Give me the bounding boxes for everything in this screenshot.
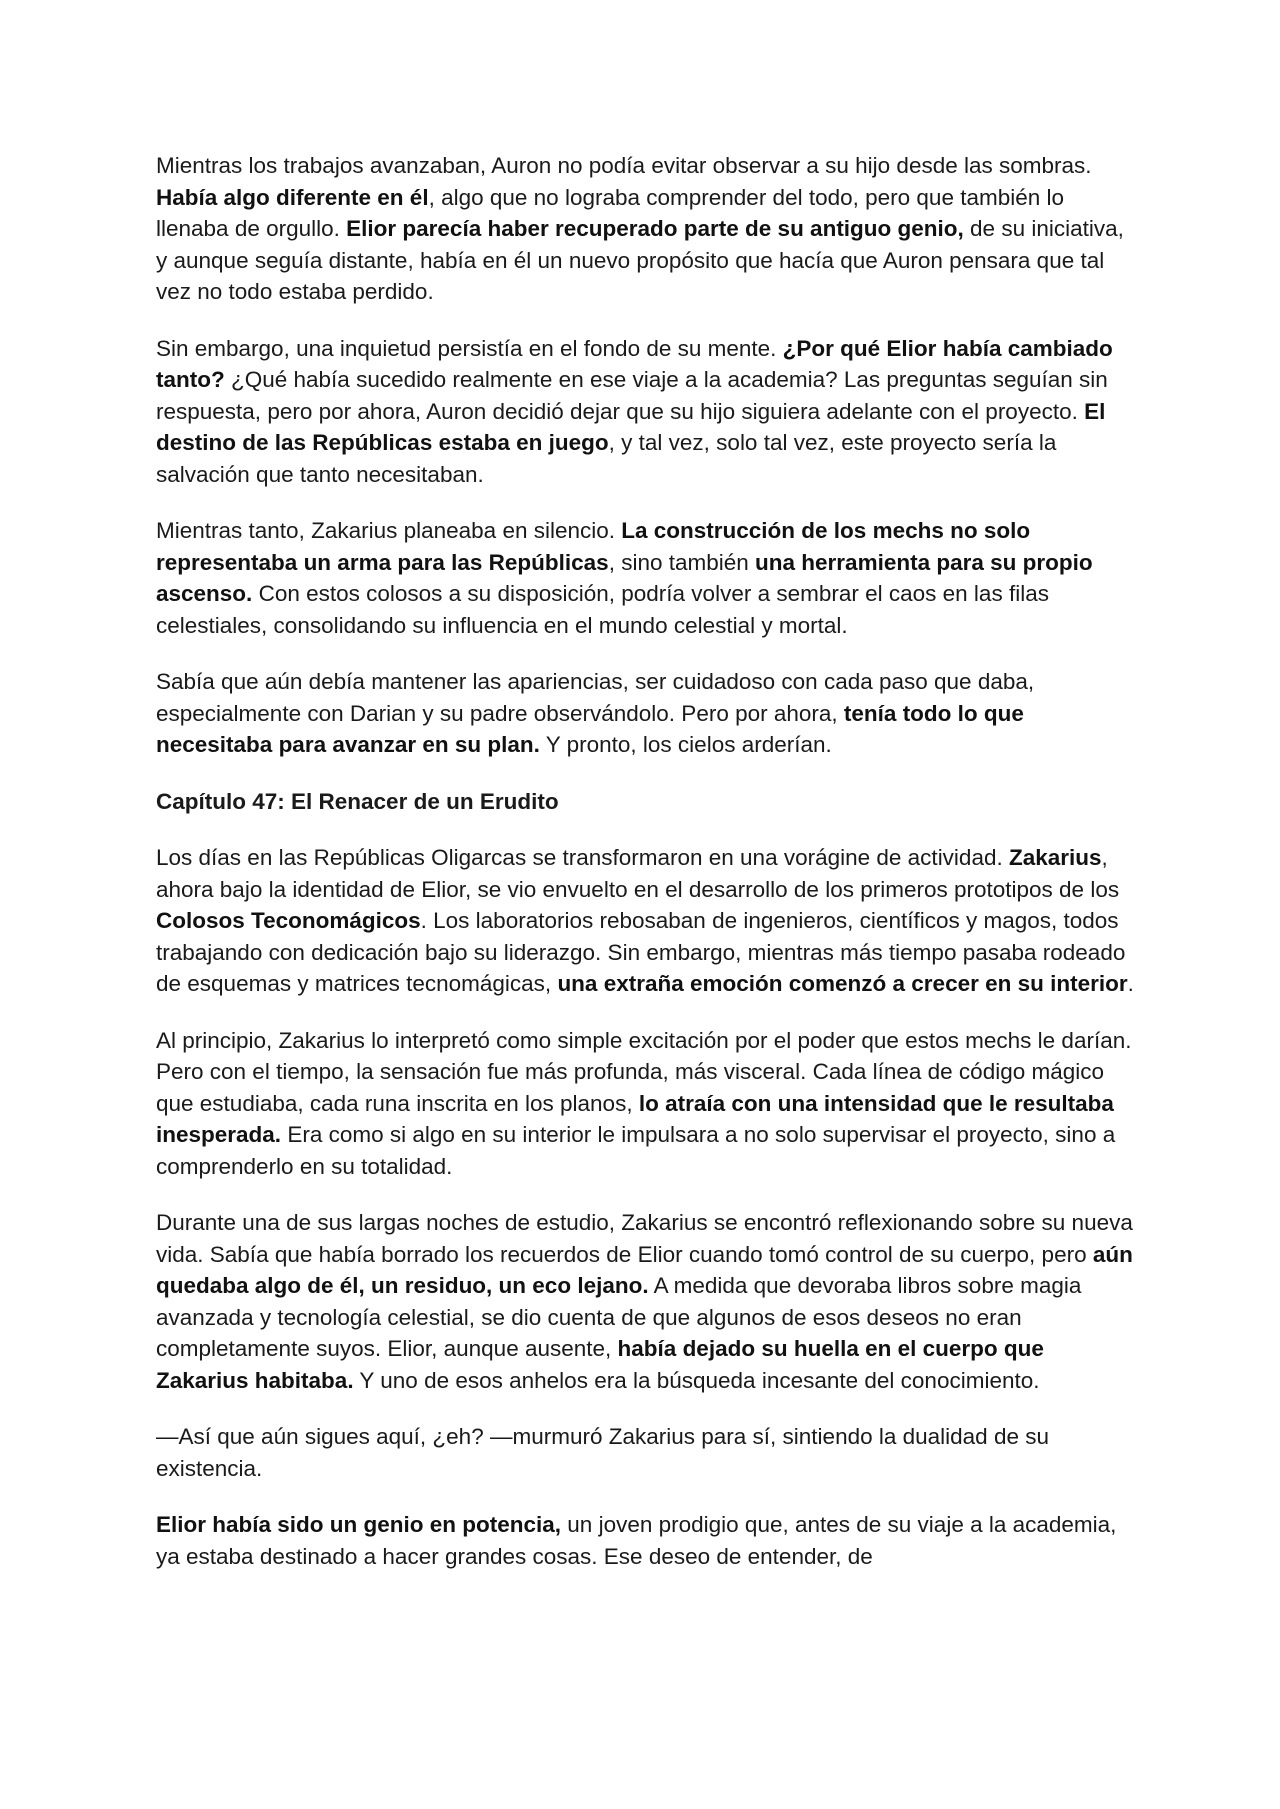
bold-text: aún quedaba algo de él, un residuo, un eco lejano. bbox=[156, 1241, 1133, 1298]
text-run: Al principio, Zakarius lo interpretó como simple excitación por el poder que estos mechs le darían. Pero con el tiempo, la sensación fue más profunda, más visceral. Cada línea de código mágico que estudiaba, cada runa inscrita en los planos, bbox=[156, 1027, 1132, 1116]
paragraph bbox=[156, 150, 1140, 308]
bold-text: El destino de las Repúblicas estaba en juego bbox=[156, 398, 1106, 455]
text-run: Durante una de sus largas noches de estudio, Zakarius se encontró reflexionando sobre su nueva vida. Sabía que había borrado los recuerdos de Elior cuando tomó control de su cuerpo, pero bbox=[156, 1210, 1133, 1267]
text-run: . bbox=[1127, 971, 1134, 996]
text-run: A medida que devoraba libros sobre magia avanzada y tecnología celestial, se dio cuenta de que algunos de esos deseos no eran completamente suyos. Elior, aunque ausente, bbox=[156, 1273, 1082, 1361]
text-run: Los días en las Repúblicas Oligarcas se transformaron en una vorágine de actividad. bbox=[156, 845, 1009, 870]
chapter-heading: Capítulo 47: El Renacer de un Erudito bbox=[156, 788, 559, 814]
text-run: Sin embargo, una inquietud persistía en el fondo de su mente. bbox=[156, 335, 783, 361]
paragraph bbox=[156, 515, 1140, 641]
text-run: Sabía que aún debía mantener las apariencias, ser cuidadoso con cada paso que daba, especialmente con Darian y su padre observándolo. Pero por ahora, bbox=[156, 669, 1035, 726]
paragraphs-before-chapter bbox=[156, 150, 1140, 761]
text-run: Mientras los trabajos avanzaban, Auron no podía evitar observar a su hijo desde las sombras. bbox=[156, 153, 1092, 178]
text-run: —Así que aún sigues aquí, ¿eh? —murmuró Zakarius para sí, sintiendo la dualidad de su existencia. bbox=[156, 1424, 1049, 1481]
text-run: , sino también bbox=[608, 549, 756, 575]
paragraph bbox=[156, 666, 1140, 761]
text-run: Era como si algo en su interior le impulsara a no solo supervisar el proyecto, sino a comprenderlo en su totalidad. bbox=[156, 1122, 1116, 1179]
paragraph bbox=[156, 333, 1140, 491]
text-run: Y pronto, los cielos arderían. bbox=[539, 732, 832, 757]
bold-text: ¿Por qué Elior había cambiado tanto? bbox=[156, 335, 1113, 392]
bold-text: Había algo diferente en él bbox=[156, 184, 429, 210]
paragraphs-after-chapter bbox=[156, 842, 1140, 1572]
text-run: Con estos colosos a su disposición, podría volver a sembrar el caos en las filas celestiales, consolidando su influencia en el mundo celestial y mortal. bbox=[156, 581, 1049, 638]
text-run: , ahora bajo la identidad de Elior, se vio envuelto en el desarrollo de los primeros prototipos de los bbox=[156, 845, 1120, 902]
bold-text: Zakarius bbox=[1008, 845, 1102, 870]
document-page bbox=[156, 150, 1140, 1597]
paragraph bbox=[156, 842, 1140, 1000]
bold-text: lo atraía con una intensidad que le resultaba inesperada. bbox=[156, 1090, 1114, 1147]
bold-text: Colosos Teconomágicos bbox=[156, 908, 421, 933]
text-run: . Los laboratorios rebosaban de ingenieros, científicos y magos, todos trabajando con dedicación bajo su liderazgo. Sin embargo, mientras más tiempo pasaba rodeado de esquemas y matrices tecnomágicas, bbox=[156, 908, 1126, 996]
paragraph bbox=[156, 1025, 1140, 1183]
bold-text: una herramienta para su propio ascenso. bbox=[156, 549, 1093, 606]
text-run: , algo que no lograba comprender del todo, pero que también lo llenaba de orgullo. bbox=[156, 184, 1065, 241]
bold-text: una extraña emoción comenzó a crecer en su interior bbox=[557, 971, 1128, 996]
text-run: de su iniciativa, y aunque seguía distante, había en él un nuevo propósito que hacía que Auron pensara que tal vez no todo estaba perdido. bbox=[156, 216, 1124, 304]
text-run: ¿Qué había sucedido realmente en ese viaje a la academia? Las preguntas seguían sin respuesta, pero por ahora, Auron decidió dejar que su hijo siguiera adelante con el proyecto. bbox=[156, 367, 1108, 424]
paragraph bbox=[156, 1421, 1140, 1484]
text-run: Y uno de esos anhelos era la búsqueda incesante del conocimiento. bbox=[353, 1367, 1040, 1393]
text-run: , y tal vez, solo tal vez, este proyecto sería la salvación que tanto necesitaban. bbox=[156, 430, 1057, 487]
paragraph bbox=[156, 1509, 1140, 1572]
bold-text: La construcción de los mechs no solo representaba un arma para las Repúblicas bbox=[156, 518, 1031, 575]
bold-text: tenía todo lo que necesitaba para avanzar en su plan. bbox=[156, 700, 1024, 757]
bold-text: Elior había sido un genio en potencia, bbox=[156, 1512, 562, 1537]
paragraph bbox=[156, 1207, 1140, 1396]
text-run: Mientras tanto, Zakarius planeaba en silencio. bbox=[156, 518, 622, 543]
bold-text: Elior parecía haber recuperado parte de su antiguo genio, bbox=[346, 216, 964, 241]
text-run: un joven prodigio que, antes de su viaje a la academia, ya estaba destinado a hacer grandes cosas. Ese deseo de entender, de bbox=[156, 1512, 1117, 1569]
bold-text: había dejado su huella en el cuerpo que Zakarius habitaba. bbox=[156, 1336, 1044, 1393]
